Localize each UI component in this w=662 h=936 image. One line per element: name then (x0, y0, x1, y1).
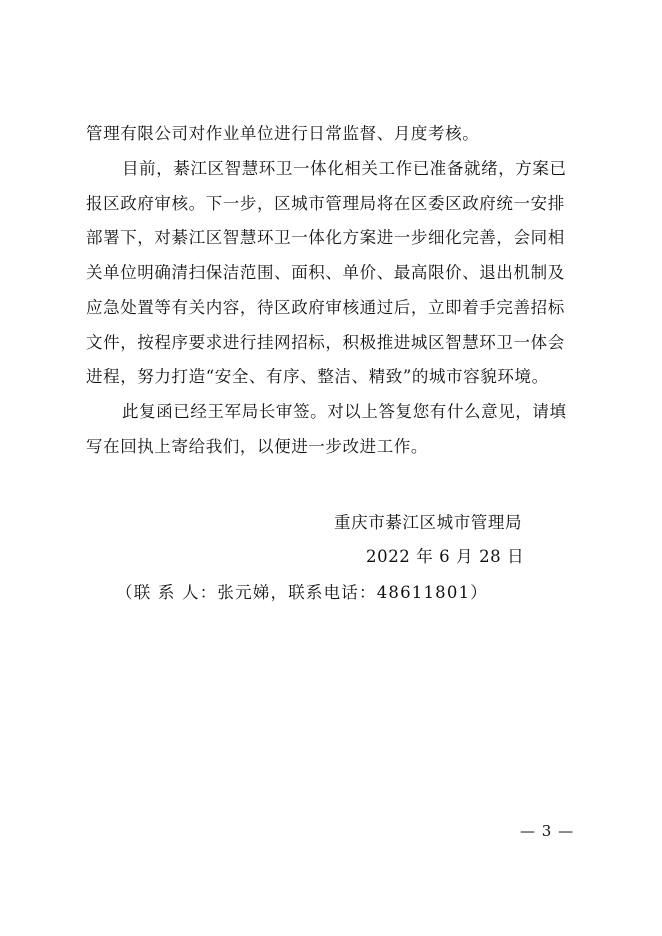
body-line-7: 文件，按程序要求进行挂网招标，积极推进城区智慧环卫一体会 (86, 333, 565, 352)
body-line-8: 进程，努力打造“安全、有序、整洁、精致”的城市容貌环境。 (86, 367, 549, 386)
contact-info: （联 系 人：张元娣，联系电话：48611801） (116, 583, 488, 602)
body-line-2: 目前，綦江区智慧环卫一体化相关工作已准备就绪，方案已 (122, 159, 567, 178)
body-line-10: 写在回执上寄给我们，以便进一步改进工作。 (86, 437, 428, 456)
page-number: — 3 — (520, 822, 575, 840)
body-line-4: 部署下，对綦江区智慧环卫一体化方案进一步细化完善，会同相 (86, 228, 565, 247)
body-line-5: 关单位明确清扫保洁范围、面积、单价、最高限价、退出机制及 (86, 263, 565, 282)
body-line-9: 此复函已经王军局长审签。对以上答复您有什么意见，请填 (122, 402, 567, 421)
body-line-6: 应急处置等有关内容，待区政府审核通过后，立即着手完善招标 (86, 298, 565, 317)
signature-organization: 重庆市綦江区城市管理局 (334, 513, 523, 532)
body-line-3: 报区政府审核。下一步，区城市管理局将在区委区政府统一安排 (86, 194, 565, 213)
signature-date: 2022 年 6 月 28 日 (366, 547, 525, 566)
body-line-1: 管理有限公司对作业单位进行日常监督、月度考核。 (86, 124, 480, 143)
